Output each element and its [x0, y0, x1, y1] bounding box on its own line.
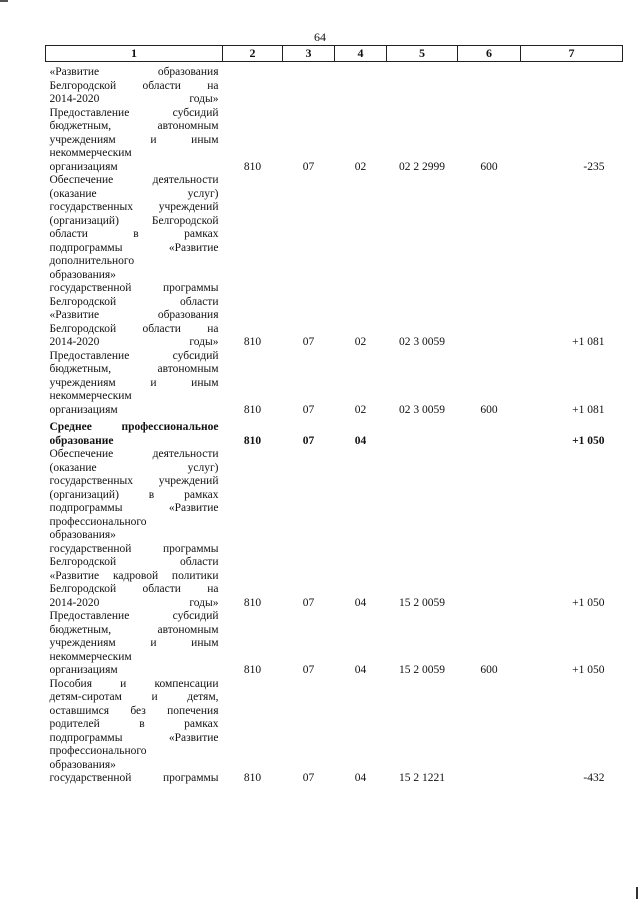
admin-code: 810 [243, 664, 262, 676]
row-description [46, 610, 223, 678]
column-header: 4 [335, 46, 387, 62]
subsection-code: 02 [354, 403, 367, 416]
admin-code: 810 [243, 336, 262, 348]
description-line: организациям [49, 160, 118, 173]
description-line: (оказание услуг) [49, 461, 219, 474]
description-line: Белгородской области на [49, 79, 219, 92]
description-line: Предоставление субсидий [49, 349, 219, 362]
target-article: 02 3 0059 [399, 336, 445, 348]
description-line: государственных учреждений [49, 475, 219, 487]
table-row [46, 62, 623, 175]
description-line: (организаций) в рамках [49, 488, 219, 501]
description-line: государственных учреждений [49, 201, 219, 213]
description-line: бюджетным, автономным [49, 363, 219, 375]
description-line: образования» [49, 268, 116, 281]
description-line: бюджетным, автономным [49, 623, 219, 636]
description-line: учреждениям и иным [49, 637, 219, 649]
table-row [46, 417, 623, 448]
description-line: государственной программы [49, 542, 219, 555]
description-line: 2014-2020 годы» [49, 93, 219, 105]
expense-type: 600 [480, 403, 498, 416]
description-line: «Развитие образования [49, 66, 219, 78]
description-line: профессионального [49, 745, 147, 757]
section-code: 07 [302, 336, 315, 348]
description-line: бюджетным, автономным [49, 120, 219, 132]
description-line: Предоставление субсидий [49, 106, 219, 119]
column-header: 6 [458, 46, 521, 62]
table-body [46, 62, 623, 786]
description-line: подпрограммы «Развитие [49, 502, 219, 514]
row-description [46, 417, 223, 448]
admin-code: 810 [243, 772, 262, 784]
description-line: Пособия и компенсации [49, 677, 219, 690]
description-line: (организаций) Белгородской [49, 214, 219, 227]
description-line: учреждениям и иным [49, 376, 219, 389]
scan-corner-mark [0, 0, 8, 2]
description-line: «Развитие образования [49, 309, 219, 321]
description-line: подпрограммы «Развитие [49, 731, 219, 744]
section-code: 07 [302, 403, 315, 416]
description-line: дополнительного [49, 255, 135, 267]
description-line: Белгородской области [49, 556, 219, 568]
table-row [46, 174, 623, 350]
expense-type [458, 448, 521, 610]
description-line: некоммерческим [49, 650, 132, 663]
expense-type: 600 [480, 664, 498, 676]
description-line: 2014-2020 годы» [49, 596, 219, 609]
table-header-row [46, 46, 623, 62]
description-line: организациям [49, 664, 118, 676]
description-line: Белгородской области на [49, 583, 219, 595]
column-header: 3 [283, 46, 335, 62]
expense-type [458, 174, 521, 350]
target-article: 02 2 2999 [399, 160, 445, 173]
description-line: родителей в рамках [49, 718, 219, 730]
section-code: 07 [302, 664, 315, 676]
amount: -235 [583, 160, 605, 173]
table-row [46, 678, 623, 786]
target-article: 15 2 0059 [399, 664, 445, 676]
row-description [46, 448, 223, 610]
section-code: 07 [302, 772, 315, 784]
row-description [46, 350, 223, 418]
description-line: профессионального [49, 515, 147, 528]
scan-edge-mark [636, 887, 638, 899]
description-line: Обеспечение деятельности [49, 174, 219, 186]
table-row [46, 350, 623, 418]
description-line: некоммерческим [49, 147, 132, 159]
description-line: области в рамках [49, 228, 219, 240]
expense-type [458, 678, 521, 786]
subsection-code: 04 [354, 434, 367, 447]
description-line: учреждениям и иным [49, 133, 219, 146]
description-line: организациям [49, 403, 118, 416]
amount: +1 050 [572, 434, 605, 447]
description-line: (оказание услуг) [49, 187, 219, 200]
description-line: оставшимся без попечения [49, 704, 219, 717]
description-line: 2014-2020 годы» [49, 336, 219, 348]
expense-type [458, 417, 521, 448]
amount: -432 [583, 772, 605, 784]
row-description [46, 678, 223, 786]
table-row [46, 610, 623, 678]
row-description [46, 62, 223, 175]
description-line: некоммерческим [49, 390, 132, 402]
section-code: 07 [302, 434, 315, 447]
description-line: Среднее профессиональное [49, 421, 219, 433]
subsection-code: 04 [354, 772, 367, 784]
admin-code: 810 [243, 403, 262, 416]
description-line: Белгородской области [49, 295, 219, 308]
amount: +1 081 [572, 403, 605, 416]
subsection-code: 02 [354, 160, 367, 173]
description-line: образования» [49, 529, 116, 541]
target-article [387, 417, 458, 448]
description-line: подпрограммы «Развитие [49, 241, 219, 254]
column-header: 7 [521, 46, 623, 62]
admin-code: 810 [243, 160, 262, 173]
page-number: 64 [314, 30, 326, 44]
description-line: Предоставление субсидий [49, 610, 219, 622]
description-line: детям-сиротам и детям, [49, 691, 219, 703]
target-article: 15 2 0059 [399, 596, 445, 609]
row-description [46, 174, 223, 350]
target-article: 02 3 0059 [399, 403, 445, 416]
amount: +1 081 [572, 336, 605, 348]
description-line: Обеспечение деятельности [49, 448, 219, 460]
description-line: государственной программы [49, 772, 219, 784]
table-row [46, 448, 623, 610]
description-line: образование [49, 434, 114, 447]
subsection-code: 02 [354, 336, 367, 348]
section-code: 07 [302, 160, 315, 173]
budget-table [45, 45, 623, 786]
section-code: 07 [302, 596, 315, 609]
admin-code: 810 [243, 434, 262, 447]
amount: +1 050 [572, 596, 605, 609]
description-line: образования» [49, 758, 116, 771]
column-header: 2 [223, 46, 283, 62]
description-line: государственной программы [49, 282, 219, 294]
admin-code: 810 [243, 596, 262, 609]
subsection-code: 04 [354, 664, 367, 676]
column-header: 5 [387, 46, 458, 62]
target-article: 15 2 1221 [399, 772, 445, 784]
description-line: Белгородской области на [49, 322, 219, 335]
column-header: 1 [46, 46, 223, 62]
amount: +1 050 [572, 664, 605, 676]
expense-type: 600 [480, 160, 498, 173]
description-line: «Развитие кадровой политики [49, 569, 219, 582]
subsection-code: 04 [354, 596, 367, 609]
